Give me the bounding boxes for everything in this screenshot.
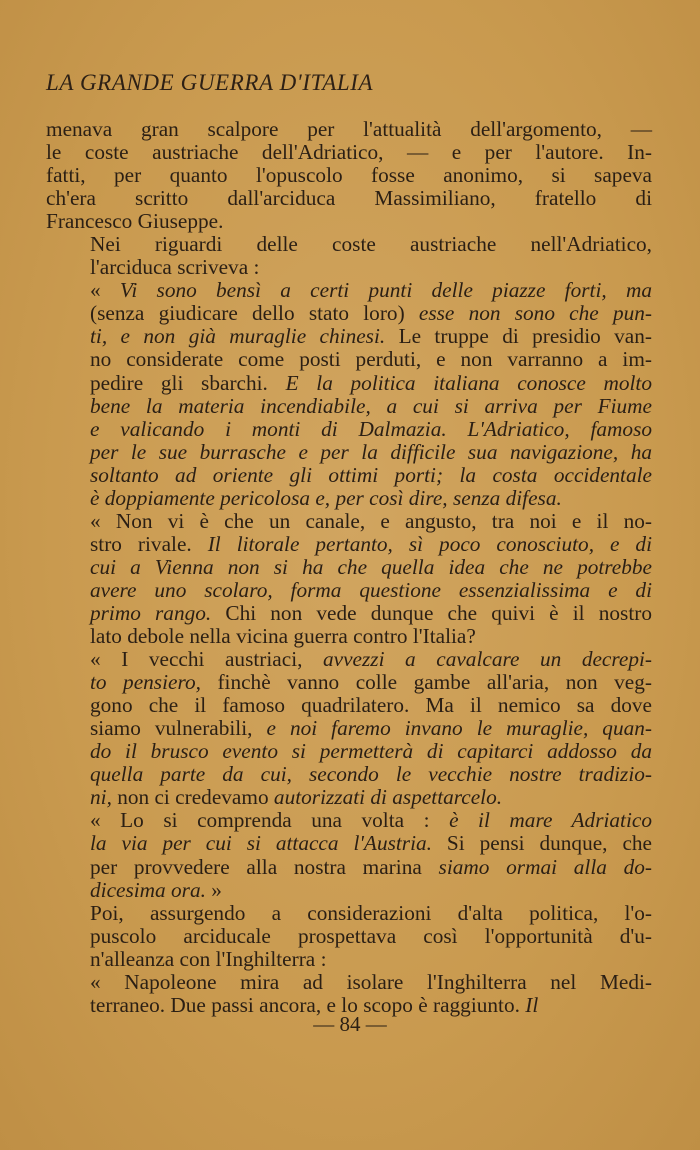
text-line (46, 971, 652, 994)
text-line (46, 832, 652, 855)
paragraph (46, 279, 652, 509)
text-line (46, 233, 652, 256)
text-line (46, 210, 652, 233)
italic-span: e noi faremo invano le muraglie, quan- (266, 716, 652, 741)
text-line (46, 256, 652, 279)
italic-span: e valicando i monti di Dalmazia. L'Adriatico, famoso (90, 416, 652, 441)
italic-span: Il (525, 992, 539, 1017)
roman-span: « I vecchi austriaci, (90, 647, 323, 672)
italic-span: è doppiamente pericolosa e, per così dire, senza difesa. (90, 485, 562, 510)
roman-span: (senza giudicare dello stato loro) (90, 301, 419, 326)
text-line (46, 556, 652, 579)
text-line (46, 602, 652, 625)
text-line (46, 809, 652, 832)
page-number: — 84 — (313, 1012, 387, 1036)
italic-span: autorizzati di aspettarcelo. (273, 785, 503, 810)
paragraph (46, 648, 652, 809)
roman-span: « Napoleone mira ad isolare l'Inghilterra nel Medi- (90, 969, 652, 994)
roman-span: non ci credevamo (111, 785, 274, 810)
text-line (46, 533, 652, 556)
text-line (46, 141, 652, 164)
text-line (46, 187, 652, 210)
paragraph (46, 510, 652, 648)
roman-span: per provvedere alla nostra marina (90, 854, 439, 879)
text-line (46, 118, 652, 141)
paragraph (46, 118, 652, 233)
italic-span: ti, e non già muraglie chinesi. (90, 324, 386, 349)
paragraph (46, 971, 652, 1017)
roman-span: fatti, per quanto l'opuscolo fosse anonimo, si sapeva (46, 163, 652, 188)
roman-span: lato debole nella vicina guerra contro l'Italia? (90, 624, 476, 649)
text-line (46, 856, 652, 879)
roman-span: ch'era scritto dall'arciduca Massimiliano, fratello di (46, 186, 652, 211)
roman-span: menava gran scalpore per l'attualità dell'argomento, — (46, 117, 652, 141)
italic-span: la via per cui si attacca l'Austria. (90, 831, 432, 856)
roman-span: siamo vulnerabili, (90, 716, 267, 741)
text-line (46, 164, 652, 187)
roman-span: « (90, 278, 120, 303)
italic-span: quella parte da cui, secondo le vecchie nostre tradizio- (90, 762, 652, 787)
text-line (46, 763, 652, 786)
text-line (46, 487, 652, 510)
text-line (46, 395, 652, 418)
text-line (46, 671, 652, 694)
roman-span: gono che il famoso quadrilatero. Ma il nemico sa dove (90, 693, 652, 718)
text-line (46, 279, 652, 302)
roman-span: Le truppe di presidio van- (385, 324, 652, 349)
text-line (46, 302, 652, 325)
text-line (46, 510, 652, 533)
text-line (46, 625, 652, 648)
italic-span: ni, (90, 785, 112, 810)
italic-span: avvezzi a cavalcare un decrepi- (323, 647, 652, 672)
roman-span: pedire gli sbarchi. (90, 370, 286, 395)
italic-span: siamo ormai alla do- (438, 854, 652, 879)
italic-span: avere uno scolaro, forma questione essenzialissima e di (90, 577, 652, 602)
roman-span: le coste austriache dell'Adriatico, — e per l'autore. In- (46, 140, 652, 165)
italic-span: dicesima ora. (90, 877, 206, 902)
italic-span: do il brusco evento si permetterà di capitarci addosso da (90, 739, 652, 764)
text-line (46, 372, 652, 395)
body-text (46, 118, 652, 1017)
text-line (46, 740, 652, 763)
paragraph (46, 902, 652, 971)
text-line (46, 325, 652, 348)
roman-span: Chi non vede dunque che quivi è il nostro (211, 600, 652, 625)
paragraph (46, 233, 652, 279)
running-head: LA GRANDE GUERRA D'ITALIA (46, 70, 374, 95)
roman-span: « Lo si comprenda una volta : (90, 808, 450, 833)
italic-span: Il litorale pertanto, sì poco conosciuto, e di (207, 531, 652, 556)
text-line (46, 948, 652, 971)
italic-span: primo rango. (90, 600, 212, 625)
roman-span: Poi, assurgendo a considerazioni d'alta politica, l'o- (90, 900, 652, 925)
roman-span: n'alleanza con l'Inghilterra : (90, 946, 327, 971)
text-line (46, 648, 652, 671)
italic-span: E la politica italiana conosce molto (285, 370, 652, 395)
italic-span: cui a Vienna non si ha che quella idea che ne potrebbe (90, 554, 652, 579)
text-line (46, 348, 652, 371)
roman-span: Nei riguardi delle coste austriache nell'Adriatico, (90, 232, 652, 257)
text-line (46, 579, 652, 602)
roman-span: stro rivale. (90, 531, 208, 556)
text-line (46, 902, 652, 925)
italic-span: Vi sono bensì a certi punti delle piazze forti, ma (119, 278, 652, 303)
text-line (46, 464, 652, 487)
roman-span: terraneo. Due passi ancora, e lo scopo è raggiunto. (90, 992, 526, 1017)
roman-span: Si pensi dunque, che (431, 831, 652, 856)
paragraph (46, 809, 652, 901)
roman-span: l'arciduca scriveva : (90, 255, 260, 280)
roman-span: « Non vi è che un canale, e angusto, tra noi e il no- (90, 508, 652, 533)
text-line (46, 879, 652, 902)
roman-span: » (205, 877, 222, 902)
roman-span: finchè vanno colle gambe all'aria, non veg- (200, 670, 652, 695)
text-line (46, 694, 652, 717)
italic-span: soltanto ad oriente gli ottimi porti; la costa occidentale (90, 462, 652, 487)
roman-span: no considerate come posti perduti, e non varranno a im- (90, 347, 652, 372)
italic-span: è il mare Adriatico (449, 808, 652, 833)
text-line (46, 925, 652, 948)
text-line (46, 418, 652, 441)
text-line (46, 441, 652, 464)
roman-span: Francesco Giuseppe. (46, 209, 224, 234)
italic-span: bene la materia incendiabile, a cui si arriva per Fiume (90, 393, 652, 418)
italic-span: esse non sono che pun- (418, 301, 652, 326)
text-line (46, 786, 652, 809)
italic-span: per le sue burrasche e per la difficile sua navigazione, ha (90, 439, 652, 464)
roman-span: puscolo arciducale prospettava così l'opportunità d'u- (90, 923, 652, 948)
italic-span: to pensiero, (90, 670, 201, 695)
text-line (46, 717, 652, 740)
